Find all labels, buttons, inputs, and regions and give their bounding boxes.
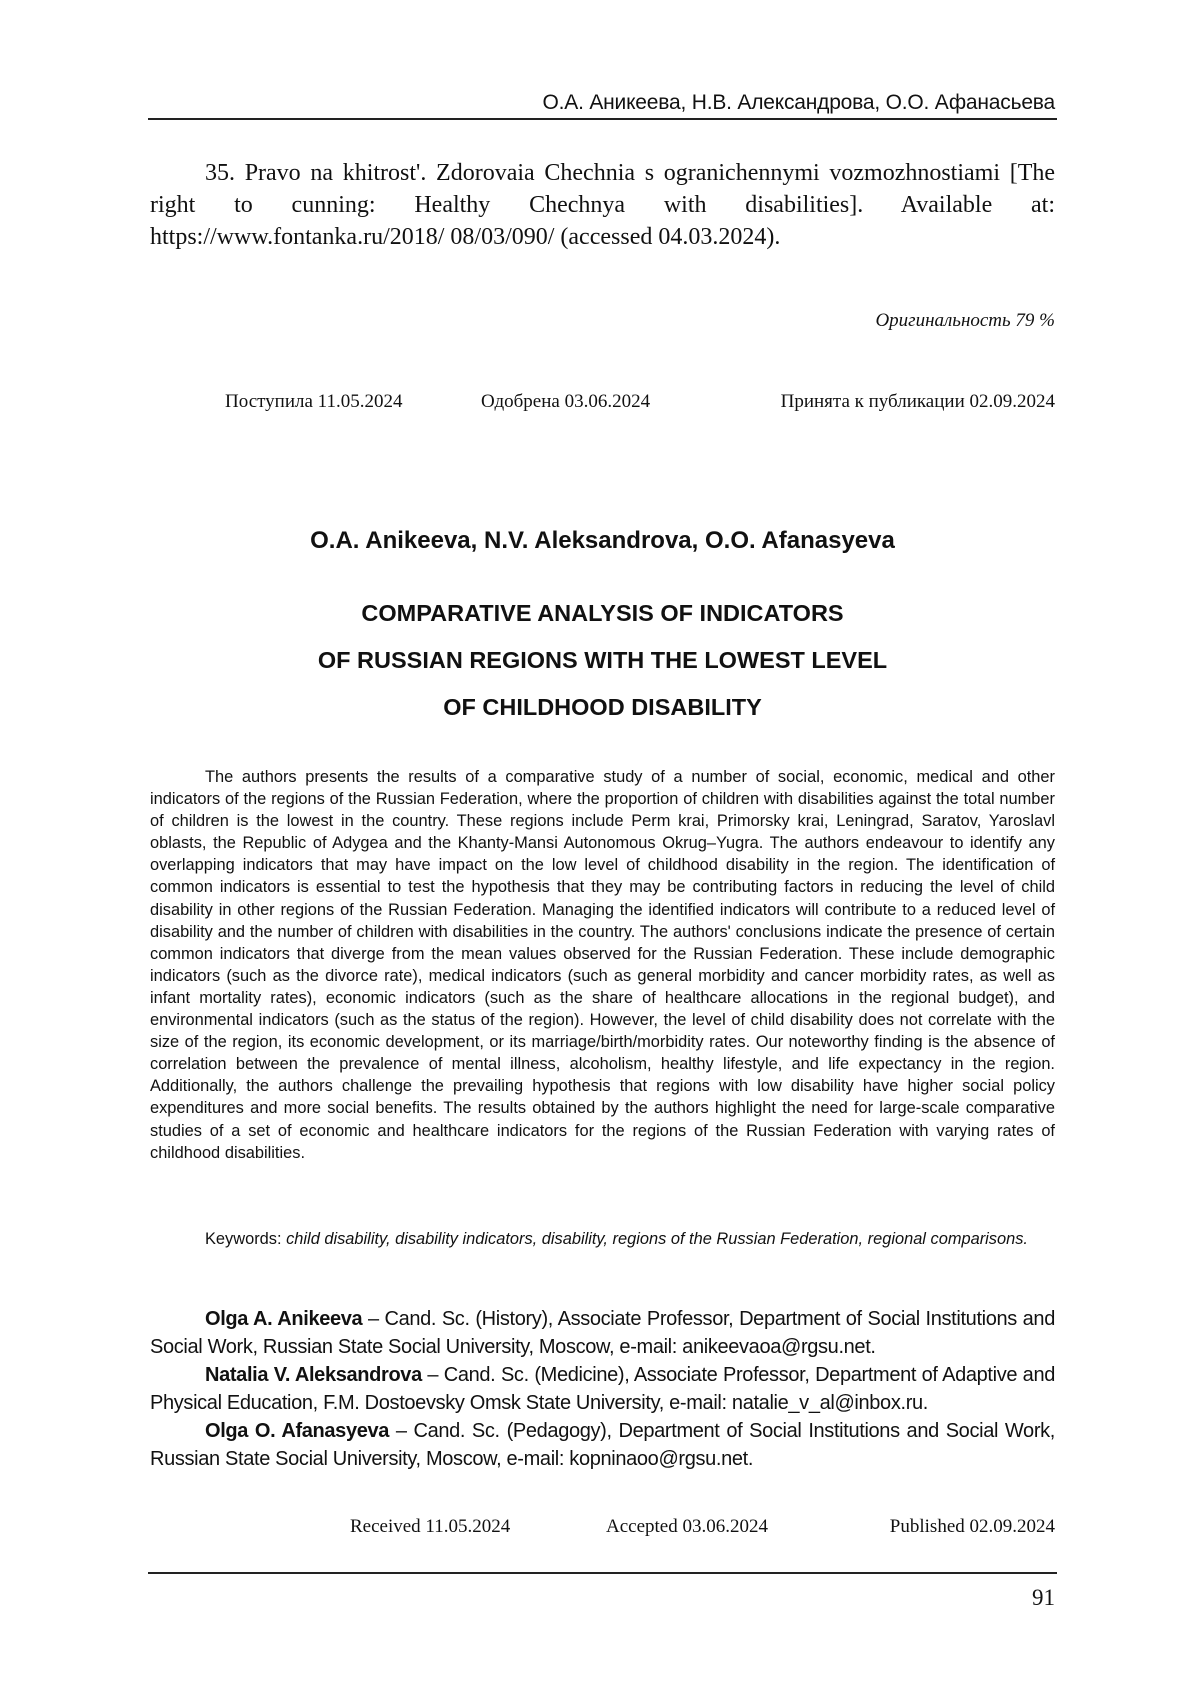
received-date-ru: Поступила 11.05.2024 xyxy=(225,391,403,412)
keywords-label: Keywords: xyxy=(205,1230,282,1248)
article-title-line-2: OF RUSSIAN REGIONS WITH THE LOWEST LEVEL xyxy=(317,647,888,673)
article-title-line-3: OF CHILDHOOD DISABILITY xyxy=(443,694,762,720)
keywords xyxy=(150,1228,1055,1250)
author-details-1: – Cand. Sc. (History), Associate Professor, Department of Social Institutions and Social Work, Russian State Social University, Moscow, e-mail: anikeevaoa@rgsu.net. xyxy=(150,1308,1055,1358)
abstract: The authors presents the results of a comparative study of a number of social, economic, medical and other indicators of the regions of the Russian Federation, where the proportion of children with disabilities against the total number of children is the lowest in the country. These regions include Perm krai, Primorsky krai, Leningrad, Saratov, Yaroslavl oblasts, the Republic of Adygea and the Khanty-Mansi Autonomous Okrug–Yugra. The authors endeavour to identify any overlapping indicators that may have impact on the low level of childhood disability in the region. The identification of common indicators is essential to test the hypothesis that they may be contributing factors in reducing the level of child disability in other regions of the Russian Federation. Managing the identified indicators will contribute to a reduced level of disability and the number of children with disabilities in the country. The authors' conclusions indicate the presence of certain common indicators that diverge from the mean values observed for the Russian Federation. These include demographic indicators (such as the divorce rate), medical indicators (such as general morbidity and cancer morbidity rates, as well as infant mortality rates), economic indicators (such as the share of healthcare allocations in the regional budget), and environmental indicators (such as the status of the region). However, the level of child disability does not correlate with the size of the region, its economic development, or its marriage/birth/morbidity rates. Our noteworthy finding is the absence of correlation between the prevalence of mental illness, alcoholism, healthy lifestyle, and life expectancy in the region. Additionally, the authors challenge the prevailing hypothesis that regions with low disability have higher social policy expenditures and more social benefits. The results obtained by the authors highlight the need for large-scale comparative studies of a set of economic and healthcare indicators for the regions of the Russian Federation with varying rates of childhood disabilities. xyxy=(150,768,1055,1162)
author-info-3 xyxy=(150,1417,1055,1473)
approved-date-ru: Одобрена 03.06.2024 xyxy=(481,391,651,412)
article-title-line-1: COMPARATIVE ANALYSIS OF INDICATORS xyxy=(361,600,844,626)
author-name-2: Natalia V. Aleksandrova xyxy=(205,1364,422,1386)
running-header: О.А. Аникеева, Н.В. Александрова, О.О. Афанасьева xyxy=(542,91,1055,114)
accepted-date-en: Accepted 03.06.2024 xyxy=(606,1516,768,1537)
author-info-2 xyxy=(150,1361,1055,1417)
published-date-en: Published 02.09.2024 xyxy=(889,1516,1055,1537)
reference-35: 35. Pravo na khitrost'. Zdorovaia Chechnia s ogranichennymi vozmozhnostiami [The right to cunning: Healthy Chechnya with disabilities]. Available at: https://www.fontanka.ru/2018/ 08/03/090/ (accessed 04.03.2024). xyxy=(150,160,1055,250)
footer-rule xyxy=(148,1572,1057,1574)
author-name-1: Olga A. Anikeeva xyxy=(205,1308,363,1330)
accepted-date-ru: Принята к публикации 02.09.2024 xyxy=(780,391,1055,412)
header-rule xyxy=(148,118,1057,120)
article-authors: O.A. Anikeeva, N.V. Aleksandrova, O.O. Afanasyeva xyxy=(310,527,895,554)
keywords-text: child disability, disability indicators, disability, regions of the Russian Federation, regional comparisons. xyxy=(286,1230,1028,1248)
page-number: 91 xyxy=(1032,1585,1055,1610)
received-date-en: Received 11.05.2024 xyxy=(350,1516,511,1537)
author-details-3: – Cand. Sc. (Pedagogy), Department of Social Institutions and Social Work, Russian State Social University, Moscow, e-mail: kopninaoo@rgsu.net. xyxy=(150,1420,1055,1470)
author-name-3: Olga O. Afanasyeva xyxy=(205,1420,390,1442)
author-details-2: – Cand. Sc. (Medicine), Associate Professor, Department of Adaptive and Physical Education, F.M. Dostoevsky Omsk State University, e-mail: natalie_v_al@inbox.ru. xyxy=(150,1364,1055,1414)
originality-score: Оригинальность 79 % xyxy=(875,310,1055,331)
author-info-1 xyxy=(150,1305,1055,1361)
